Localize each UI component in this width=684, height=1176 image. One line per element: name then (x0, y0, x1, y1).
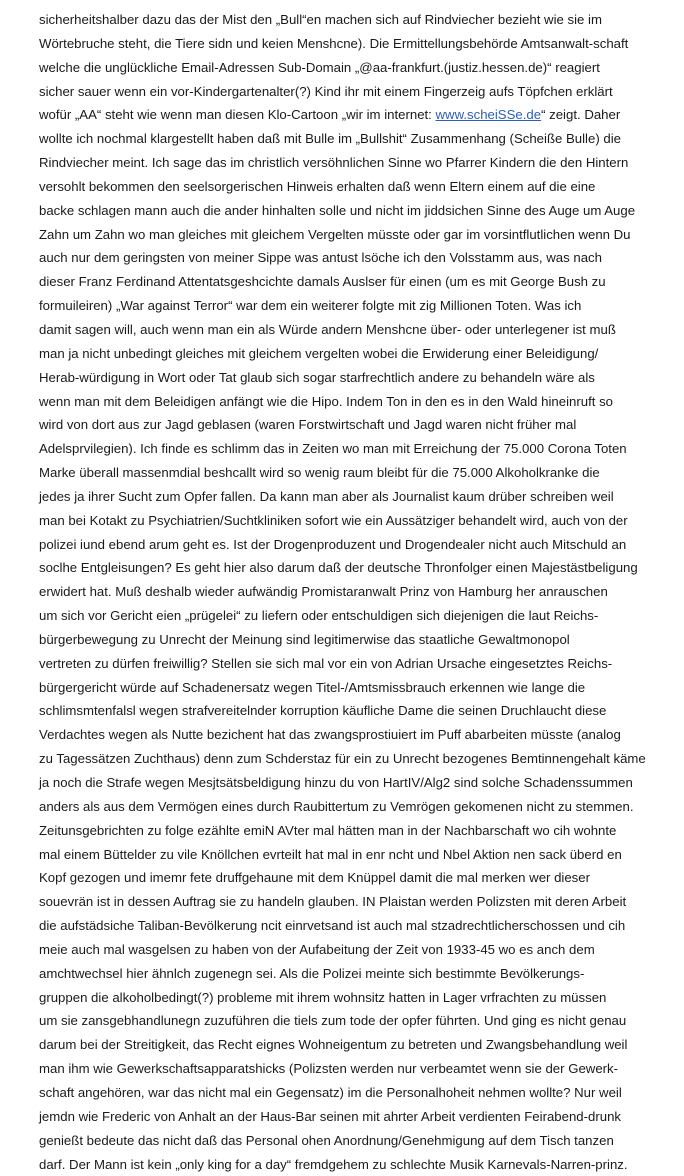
text-line: schaft angehören, war das nicht mal ein Gegensatz) im die Personalhoheit nehmen wollte? Nur weil (39, 1081, 660, 1105)
text-line: schlimsmtenfalsl wegen strafvereitelnder korruption käufliche Dame die seinen Druchlaucht diese (39, 699, 660, 723)
text-line: Marke überall massenmdial beshcallt wird so wenig raum bleibt für die 75.000 Alkoholkranke die (39, 461, 660, 485)
text-line: jemdn wie Frederic von Anhalt an der Haus-Bar seinen mit ahrter Arbeit verdienten Feirabend-drunk (39, 1105, 660, 1129)
text-line: damit sagen will, auch wenn man ein als Würde andern Menshcne über- oder unterlegener ist muß (39, 318, 660, 342)
text-line: soclhe Entgleisungen? Es geht hier also darum daß der deutsche Thronfolger einen Majestästbeligung (39, 556, 660, 580)
text-line (39, 103, 660, 127)
text-line: anders als aus dem Vermögen eines durch Raubittertum zu Vemrögen gekomenen nicht zu stemmen. (39, 795, 660, 819)
text-line: jedes ja ihrer Sucht zum Opfer fallen. Da kann man aber als Journalist kaum drüber schreiben weil (39, 485, 660, 509)
text-line: Rindviecher meint. Ich sage das im christlich versöhnlichen Sinne wo Pfarrer Kindern die den Hintern (39, 151, 660, 175)
text-segment: “ zeigt. Daher (541, 107, 620, 122)
text-line: sicher sauer wenn ein vor-Kindergartenalter(?) Kind ihr mit einem Fingerzeig aufs Töpfchen erklärt (39, 80, 660, 104)
text-line: man ja nicht unbedingt gleiches mit gleichem vergelten wobei die Erwiderung einer Beleidigung/ (39, 342, 660, 366)
text-line: Adelsprvilegien). Ich finde es schlimm das in Zeiten wo man mit Erreichung der 75.000 Corona Toten (39, 437, 660, 461)
text-line: sicherheitshalber dazu das der Mist den „Bull“en machen sich auf Rindviecher bezieht wie sie im (39, 8, 660, 32)
text-line: man bei Kotakt zu Psychiatrien/Suchtkliniken sofort wie ein Aussätziger behandelt wird, auch von der (39, 509, 660, 533)
text-line: welche die unglückliche Email-Adressen Sub-Domain „@aa-frankfurt.(justiz.hessen.de)“ reagiert (39, 56, 660, 80)
text-line: Zeitunsgebrichten zu folge ezählte emiN AVter mal hätten man in der Nachbarschaft wo cih wohnte (39, 819, 660, 843)
text-line: um sie zansgebhandlunegn zuzuführen die tiels zum tode der opfer führten. Und ging es nicht genau (39, 1009, 660, 1033)
text-line: erwidert hat. Muß deshalb wieder aufwändig Promistaranwalt Prinz von Hamburg her anrauschen (39, 580, 660, 604)
text-line: darum bei der Streitigkeit, das Recht eignes Wohneigentum zu betreten und Zwangsbehandlung weil (39, 1033, 660, 1057)
text-line: darf. Der Mann ist kein „only king for a day“ fremdgehem zu schlechte Musik Karnevals-Narren-prinz. (39, 1153, 660, 1176)
text-line: vertreten zu dürfen freiwillig? Stellen sie sich mal vor ein von Adrian Ursache eingesetztes Reichs- (39, 652, 660, 676)
text-line: meie auch mal wasgelsen zu haben von der Aufabeitung der Zeit von 1933-45 wo es anch dem (39, 938, 660, 962)
text-line: backe schlagen mann auch die ander hinhalten solle und nicht im jiddsichen Sinne des Auge um Auge (39, 199, 660, 223)
text-line: dieser Franz Ferdinand Attentatsgeshcichte damals Auslser für einen (um es mit George Bush zu (39, 270, 660, 294)
text-line: auch nur dem geringsten von meiner Sippe was antust lsöche ich den Volsstamm aus, was nach (39, 246, 660, 270)
text-line: zu Tagessätzen Zuchthaus) denn zum Schderstaz für ein zu Unrecht bezogenes Bemtinnengehalt käme (39, 747, 660, 771)
text-line: Wörtebruche steht, die Tiere sidn und keien Menshcne). Die Ermittellungsbehörde Amtsanwalt-schaft (39, 32, 660, 56)
text-line: ja noch die Strafe wegen Mesjtsätsbeldigung hinzu du von HartIV/Alg2 sind solche Schadenssummen (39, 771, 660, 795)
text-line: die aufstädsiche Taliban-Bevölkerung ncit einrvetsand ist auch mal stzadrechtlicherschossen und cih (39, 914, 660, 938)
text-segment: wofür „AA“ steht wie wenn man diesen Klo-Cartoon „wir im internet: (39, 107, 436, 122)
text-line: versohlt bekommen den seelsorgerischen Hinweis erhalten daß wenn Eltern einem auf die eine (39, 175, 660, 199)
text-line: souevrän ist in dessen Auftrag sie zu handeln glauben. IN Plaistan werden Polizsten mit deren Arbeit (39, 890, 660, 914)
text-line: bürgergericht würde auf Schadenersatz wegen Titel-/Amtsmissbrauch erkennen wie lange die (39, 676, 660, 700)
body-text (39, 8, 660, 1176)
text-line: Zahn um Zahn wo man gleiches mit gleichem Vergelten müsste oder gar im vorsintflutlichen wenn Du (39, 223, 660, 247)
text-line: bürgerbewegung zu Unrecht der Meinung sind legitimerwise das staatliche Gewaltmonopol (39, 628, 660, 652)
text-line: wollte ich nochmal klargestellt haben daß mit Bulle im „Bullshit“ Zusammenhang (Scheiße Bulle) die (39, 127, 660, 151)
website-link[interactable]: www.scheiSSe.de (436, 107, 542, 122)
text-line: man ihm wie Gewerkschaftsapparatshicks (Polizsten werden nur verbeamtet wenn sie der Gewerk- (39, 1057, 660, 1081)
text-line: wenn man mit dem Beleidigen anfängt wie die Hipo. Indem Ton in den es in den Wald hineinruft so (39, 390, 660, 414)
text-line: polizei iund ebend arum geht es. Ist der Drogenproduzent und Drogendealer nicht auch Mitschuld an (39, 533, 660, 557)
text-line: genießt bedeute das nicht daß das Personal ohen Anordnung/Genehmigung auf dem Tisch tanzen (39, 1129, 660, 1153)
text-line: Kopf gezogen und imemr fete druffgehaune mit dem Knüppel damit die mal merken wer dieser (39, 866, 660, 890)
text-line: Verdachtes wegen als Nutte bezichent hat das zwangsprostiuiert im Puff abarbeiten müsste (analog (39, 723, 660, 747)
text-line: amchtwechsel hier ähnlch zugenegn sei. Als die Polizei meinte sich bestimmte Bevölkerungs- (39, 962, 660, 986)
text-line: gruppen die alkoholbedingt(?) probleme mit ihrem wohnsitz hatten in Lager vrfrachten zu müssen (39, 986, 660, 1010)
text-line: um sich vor Gericht eien „prügelei“ zu liefern oder entschuldigen sich diejenigen die laut Reichs- (39, 604, 660, 628)
text-line: mal einem Büttelder zu vile Knöllchen evrteilt hat mal in enr ncht und Nbel Aktion nen sack überd en (39, 843, 660, 867)
text-line: Herab-würdigung in Wort oder Tat glaub sich sogar starfrechtlich andere zu behandeln wäre als (39, 366, 660, 390)
text-line: wird von dort aus zur Jagd geblasen (waren Forstwirtschaft und Jagd waren nicht früher mal (39, 413, 660, 437)
text-line: formuileiren) „War against Terror“ war dem ein weiterer folgte mit zig Millionen Toten. Was ich (39, 294, 660, 318)
